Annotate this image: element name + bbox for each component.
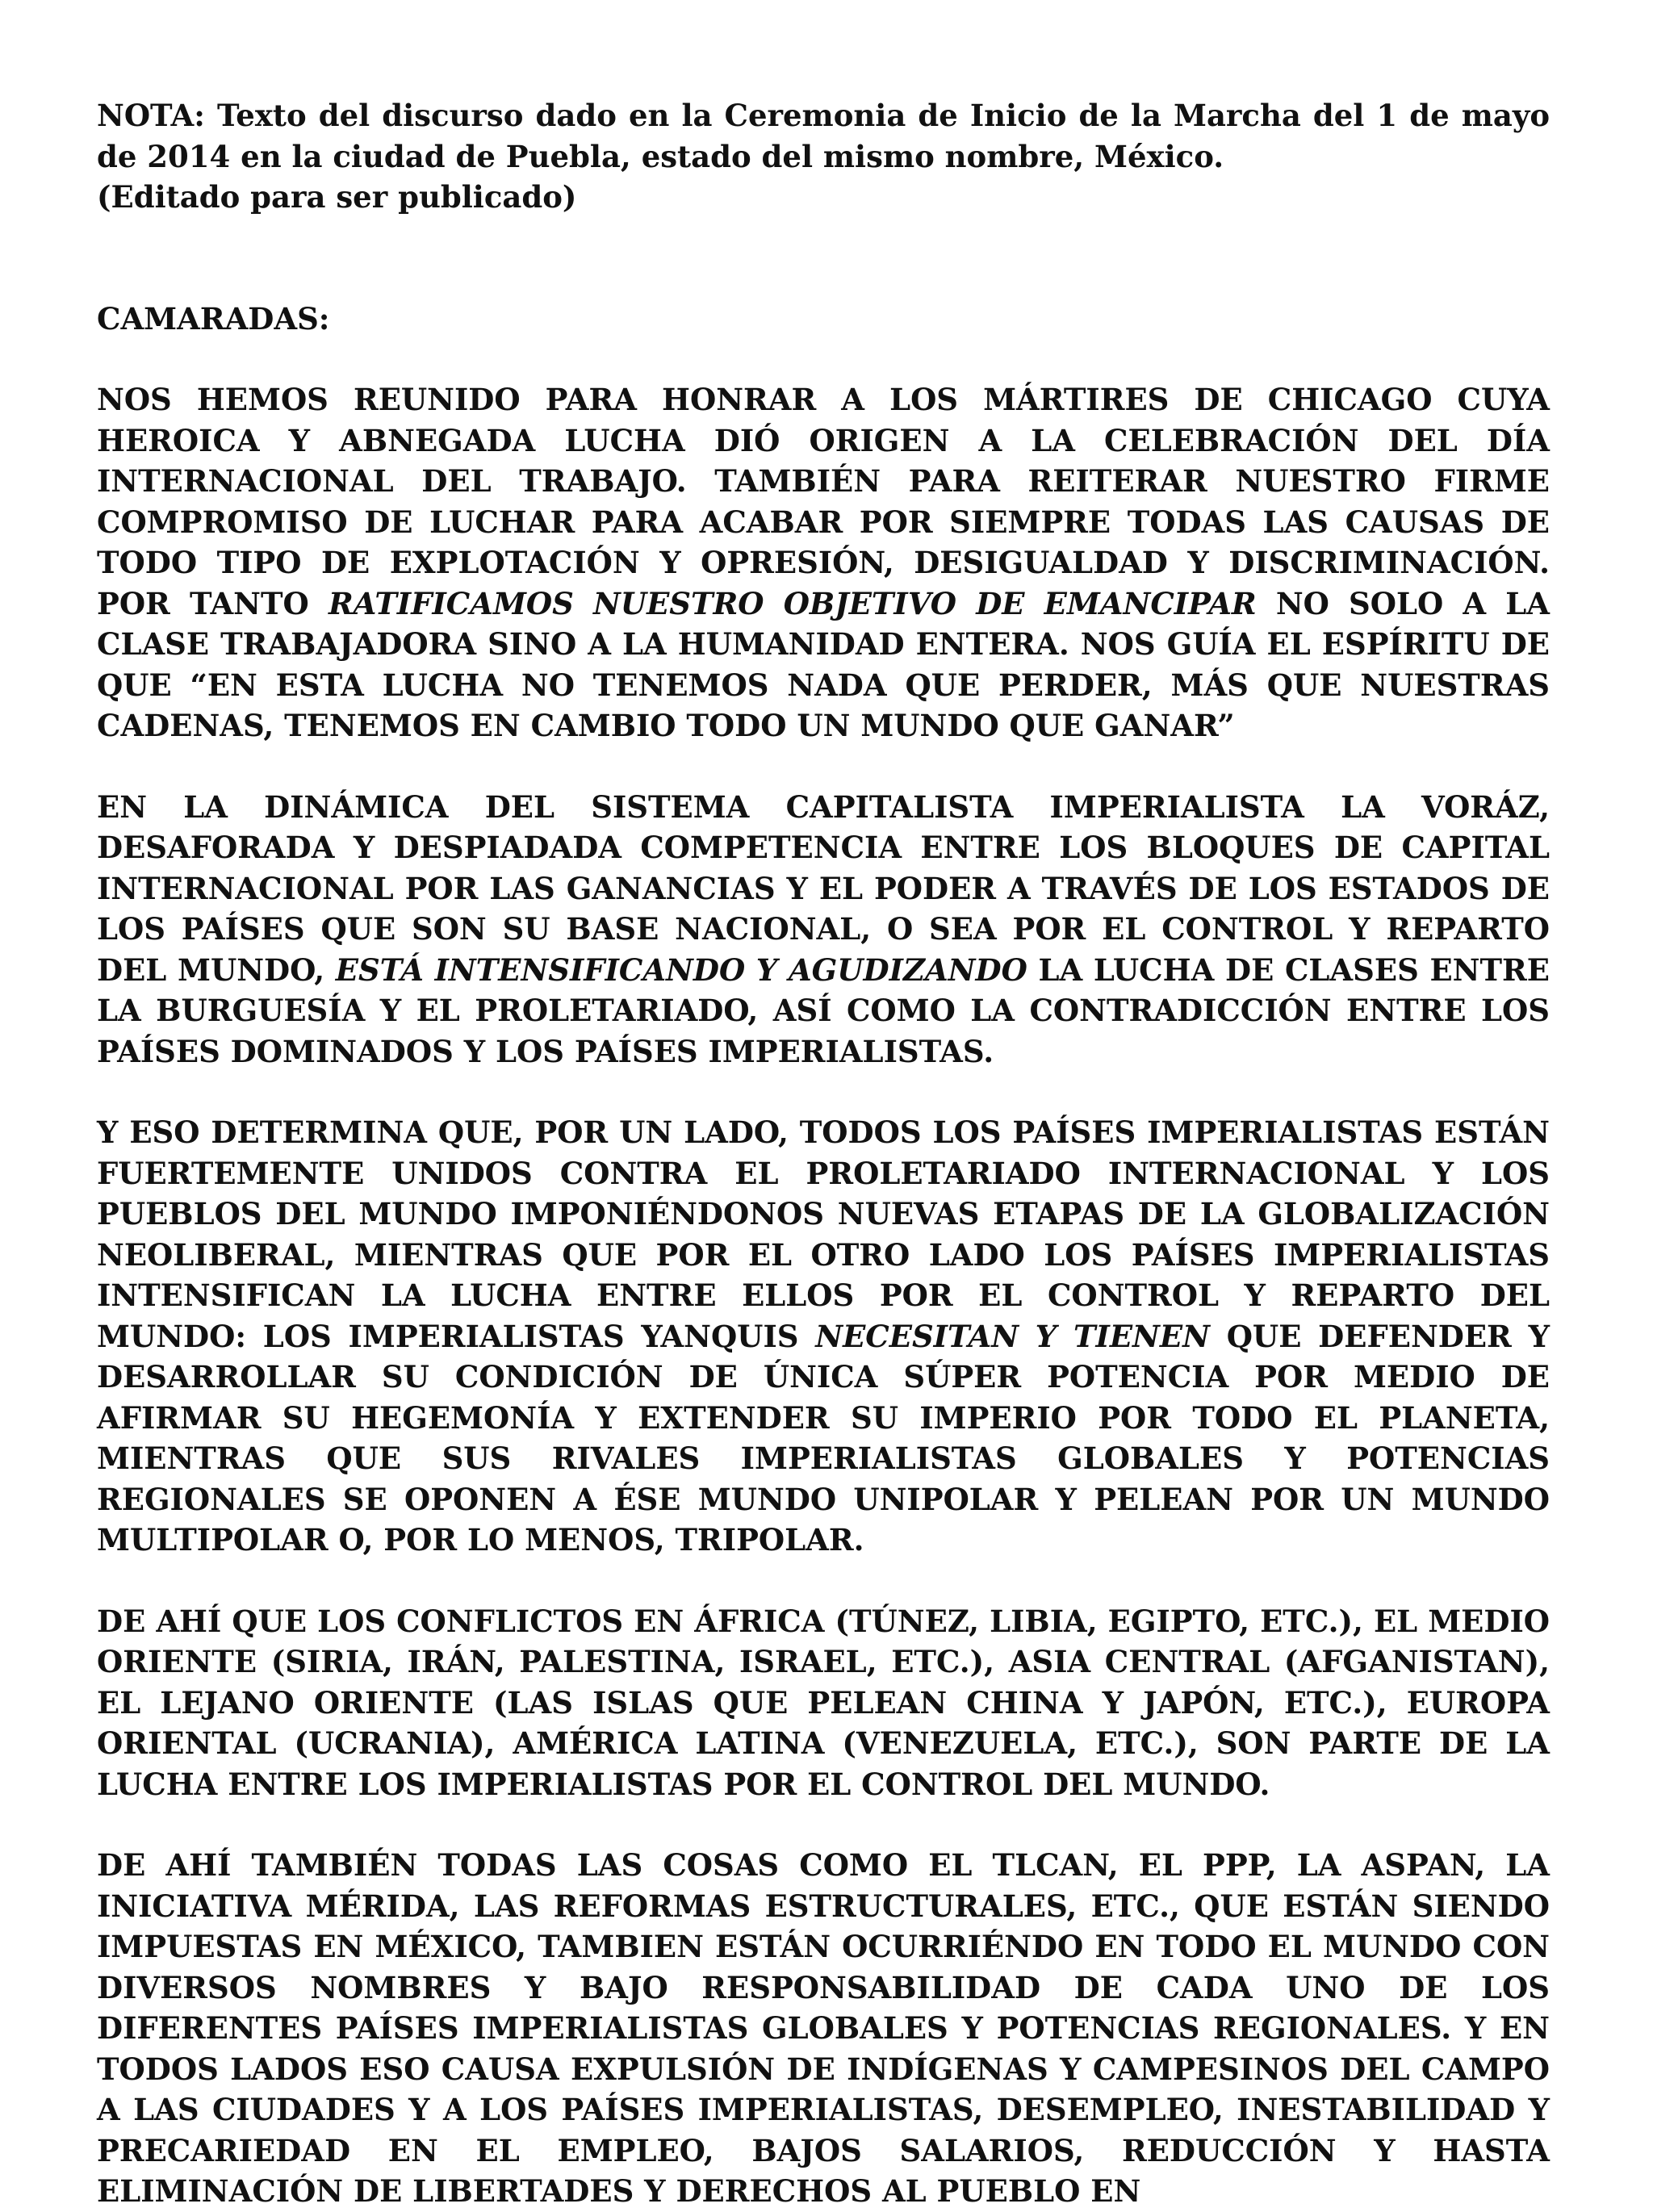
paragraph-1 (97, 379, 1550, 746)
paragraph-3-text-b: QUE DEFENDER Y DESARROLLAR SU CONDICIÓN DE ÚNICA SÚPER POTENCIA POR MEDIO DE AFIRMAR SU HEGEMONÍA Y EXTENDER SU IMPERIO POR TODO EL PLANETA, MIENTRAS QUE SUS RIVALES IMPERIALISTAS GLOBALES Y POTENCIAS REGIONALES SE OPONEN A ÉSE MUNDO UNIPOLAR Y PELEAN POR UN MUNDO MULTIPOLAR O, POR LO MENOS, TRIPOLAR. (97, 1318, 1550, 1558)
paragraph-2 (97, 787, 1550, 1073)
editor-note-text: NOTA: Texto del discurso dado en la Ceremonia de Inicio de la Marcha del 1 de mayo de 2014 en la ciudad de Puebla, estado del mismo nombre, México. (97, 98, 1550, 174)
document-page (97, 95, 1550, 2212)
editor-note (97, 95, 1550, 218)
salutation: CAMARADAS: (97, 300, 330, 337)
paragraph-3-text-a: Y ESO DETERMINA QUE, POR UN LADO, TODOS LOS PAÍSES IMPERIALISTAS ESTÁN FUERTEMENTE UNIDOS CONTRA EL PROLETARIADO INTERNACIONAL Y LOS PUEBLOS DEL MUNDO IMPONIÉNDONOS NUEVAS ETAPAS DE LA GLOBALIZACIÓN NEOLIBERAL, MIENTRAS QUE POR EL OTRO LADO LOS PAÍSES IMPERIALISTAS INTENSIFICAN LA LUCHA ENTRE ELLOS POR EL CONTROL Y REPARTO DEL MUNDO: LOS IMPERIALISTAS YANQUIS (97, 1114, 1550, 1354)
paragraph-4: DE AHÍ QUE LOS CONFLICTOS EN ÁFRICA (TÚNEZ, LIBIA, EGIPTO, ETC.), EL MEDIO ORIENTE (SIRIA, IRÁN, PALESTINA, ISRAEL, ETC.), ASIA CENTRAL (AFGANISTAN), EL LEJANO ORIENTE (LAS ISLAS QUE PELEAN CHINA Y JAPÓN, ETC.), EUROPA ORIENTAL (UCRANIA), AMÉRICA LATINA (VENEZUELA, ETC.), SON PARTE DE LA LUCHA ENTRE LOS IMPERIALISTAS POR EL CONTROL DEL MUNDO. (97, 1603, 1550, 1802)
paragraph-2-text-a: EN LA DINÁMICA DEL SISTEMA CAPITALISTA IMPERIALISTA LA VORÁZ, DESAFORADA Y DESPIADADA COMPETENCIA ENTRE LOS BLOQUES DE CAPITAL INTERNACIONAL POR LAS GANANCIAS Y EL PODER A TRAVÉS DE LOS ESTADOS DE LOS PAÍSES QUE SON SU BASE NACIONAL, O SEA POR EL CONTROL Y REPARTO DEL MUNDO, (97, 788, 1550, 988)
paragraph-1-text-a: NOS HEMOS REUNIDO PARA HONRAR A LOS MÁRTIRES DE CHICAGO CUYA HEROICA Y ABNEGADA LUCHA DIÓ ORIGEN A LA CELEBRACIÓN DEL DÍA INTERNACIONAL DEL TRABAJO. TAMBIÉN PARA REITERAR NUESTRO FIRME COMPROMISO DE LUCHAR PARA ACABAR POR SIEMPRE TODAS LAS CAUSAS DE TODO TIPO DE EXPLOTACIÓN Y OPRESIÓN, DESIGUALDAD Y DISCRIMINACIÓN. POR TANTO (97, 382, 1550, 621)
paragraph-1-emphasis: RATIFICAMOS NUESTRO OBJETIVO DE EMANCIPAR (328, 585, 1257, 621)
paragraph-3 (97, 1112, 1550, 1561)
editor-note-edited: (Editado para ser publicado) (97, 179, 577, 215)
paragraph-3-emphasis: NECESITAN Y TIENEN (815, 1318, 1210, 1354)
paragraph-5: DE AHÍ TAMBIÉN TODAS LAS COSAS COMO EL TLCAN, EL PPP, LA ASPAN, LA INICIATIVA MÉRIDA, LAS REFORMAS ESTRUCTURALES, ETC., QUE ESTÁN SIENDO IMPUESTAS EN MÉXICO, TAMBIEN ESTÁN OCURRIÉNDO EN TODO EL MUNDO CON DIVERSOS NOMBRES Y BAJO RESPONSABILIDAD DE CADA UNO DE LOS DIFERENTES PAÍSES IMPERIALISTAS GLOBALES Y POTENCIAS REGIONALES. Y EN TODOS LADOS ESO CAUSA EXPULSIÓN DE INDÍGENAS Y CAMPESINOS DEL CAMPO A LAS CIUDADES Y A LOS PAÍSES IMPERIALISTAS, DESEMPLEO, INESTABILIDAD Y PRECARIEDAD EN EL EMPLEO, BAJOS SALARIOS, REDUCCIÓN Y HASTA ELIMINACIÓN DE LIBERTADES Y DERECHOS AL PUEBLO EN (97, 1847, 1550, 2209)
paragraph-1-text-b: NO SOLO A LA CLASE TRABAJADORA SINO A LA HUMANIDAD ENTERA. NOS GUÍA EL ESPÍRITU DE QUE “EN ESTA LUCHA NO TENEMOS NADA QUE PERDER, MÁS QUE NUESTRAS CADENAS, TENEMOS EN CAMBIO TODO UN MUNDO QUE GANAR” (97, 585, 1550, 743)
paragraph-2-emphasis: ESTÁ INTENSIFICANDO Y AGUDIZANDO (335, 951, 1027, 988)
paragraph-2-text-b: LA LUCHA DE CLASES ENTRE LA BURGUESÍA Y EL PROLETARIADO, ASÍ COMO LA CONTRADICCIÓN ENTRE LOS PAÍSES DOMINADOS Y LOS PAÍSES IMPERIALISTAS. (97, 951, 1550, 1069)
